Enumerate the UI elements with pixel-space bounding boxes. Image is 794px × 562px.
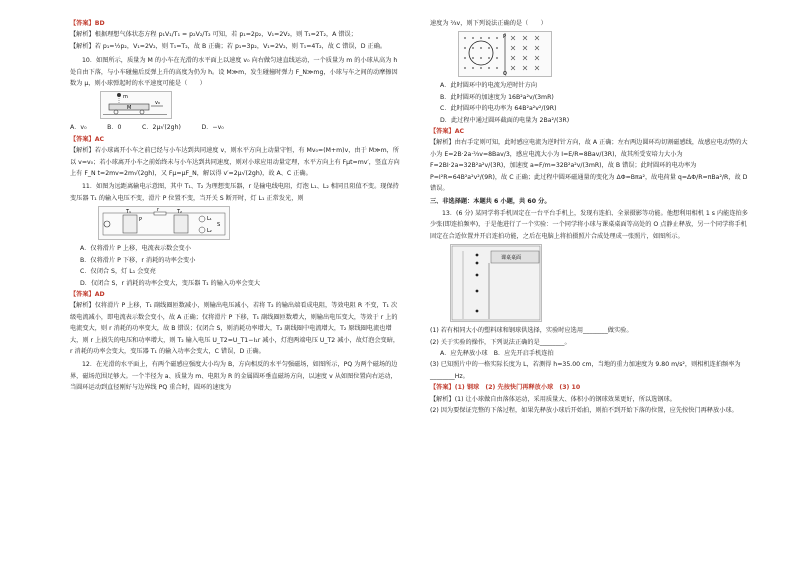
- q11-option-c: C．仅闭合 S，灯 L₁ 会变亮: [80, 268, 156, 276]
- fig11-t1-label: T₁: [126, 209, 132, 216]
- question-13-part-3: (3) 已知照片中的一格实际长度为 L，若测得 h=35.00 cm，当地的重力加速度为 9.80 m/s²，则相机连拍频率为________Hz。: [430, 361, 741, 380]
- desk-photo-diagram: [451, 245, 541, 321]
- question-10-options: [70, 122, 400, 133]
- question-13-part-2: (2) 关于实验的操作，下列说法正确的是________。: [430, 338, 571, 346]
- explanation-12: 【解析】由右手定则可知，此时感应电流为逆时针方向，故 A 正确；左右两边圆环均切割磁感线，故感应电动势的大小为 E=2B·2a·⅔v=8Bav/3，感应电流大小为 I=E/R=8Bav/(3R)，故其所受安培力大小为 F=2BI·2a=32B²a²v/(3R)，加速度 a=F/m=32B²a²v/(3mR)，故 B 错误；此时圆环的电功率为 P=I²R=64B²a²v²/(9R)，故 C 正确；此过程中圆环磁通量的变化为 ΔΦ=Bπa²，故电荷量 q=ΔΦ/R=πBa²/R，故 D 错误。: [430, 139, 748, 193]
- question-12: 12．在光滑的水平面上，有两个磁感应强度大小均为 B，方向相反的水平匀强磁场，如图所示，PQ 为两个磁场的边界，磁场范围足够大。一个半径为 a、质量为 m、电阻为 R 的金属圆环垂直磁场方向，以速度 v 从如图位置向右运动，当圆环运动到直径刚好与边界线 PQ 重合时，圆环的速度为: [70, 361, 398, 392]
- answer-13: 【答案】(1) 钢球 (2) 先按快门再释放小球 (3) 10: [430, 384, 581, 392]
- q10-option-a: A．v₀: [70, 124, 87, 132]
- fig10-cart-label: M: [127, 105, 132, 112]
- fig11-l2-label: L₂: [207, 228, 212, 235]
- q10-option-b: B．0: [107, 124, 122, 132]
- fig12-q-label: Q: [503, 71, 507, 77]
- explanation-11: 【解析】仅将滑片 P 上移，T₁ 副线圈匝数减小，则输出电压减小，若将 T₂ 的输出端看成电阻，等效电阻 R 不变，T₁ 次级电流减小，即电流表示数会变小，故 A 正确；仅将滑片 P 下移，T₁ 副线圈匝数增大，则输出电压变大，等效于 r 上的电流变大，则 r 消耗的功率变大，故 B 错误；仅闭合 S，则消耗功率增大，T₂ 副线圈中电流增大，T₂ 原线圈电流也增大，则 r 上损失的电压和功率增大，则 T₂ 输入电压 U_T2=U_T1−I₁r 减小，灯泡两端电压 U_T2 减小，故灯泡会变暗，r 消耗的功率会变大，变压器 T₁ 的输入功率会变大，C 错误，D 正确。: [70, 302, 400, 355]
- figure-12-magnetic-field: [458, 31, 552, 77]
- answer-11: 【答案】AD: [70, 290, 105, 298]
- fig12-p-label: P: [503, 34, 507, 41]
- figure-11-circuit: [98, 206, 230, 240]
- explanation-13b: (2) 因为要保证完整的下落过程，如果先释放小球后开始拍，则拍不到开始下落的位置，应先按快门再释放小球。: [430, 406, 738, 414]
- q11-option-a: A．仅将滑片 P 上移，电流表示数会变小: [80, 245, 191, 253]
- q11-option-d: D．仅闭合 S，r 消耗的功率会变大，变压器 T₁ 的输入功率会变大: [80, 279, 261, 287]
- explanation-9b: 【解析】若 p₁=½p₂，V₁=2V₂，则 T₁=T₂，故 B 正确；若 p₁=3p₂，V₁=2V₂，则 T₁=4T₂，故 C 错误，D 正确。: [70, 42, 387, 50]
- fig11-l1-label: L₁: [207, 216, 212, 223]
- explanation-9a: 【解析】根据理想气体状态方程 p₁V₁/T₁ = p₂V₂/T₂ 可知，若 p₁=2p₂，V₁=2V₂，则 T₁=2T₂，A 错误；: [70, 31, 357, 39]
- fig11-t2-label: T₂: [177, 209, 183, 216]
- explanation-13a: 【解析】(1) 让小球做自由落体运动，采用质量大、体积小的钢球效果更好，所以选钢球。: [430, 395, 676, 403]
- q12-option-a: A．此时圆环中的电流为逆时针方向: [440, 82, 538, 90]
- q12-option-c: C．此时圆环中的电功率为 64B²a²v²/(9R): [440, 105, 557, 113]
- figure-10-cart: [100, 91, 172, 119]
- answer-10: 【答案】AC: [70, 135, 105, 143]
- fig10-velocity-label: v₀: [155, 100, 160, 107]
- answer-12: 【答案】AC: [430, 128, 465, 136]
- section-3-heading: 三、非选择题：本题共 6 小题，共 60 分。: [430, 198, 551, 206]
- question-10: 10．如图所示，质量为 M 的小车在光滑的水平面上以速度 v₀ 向右做匀速直线运动，一个质量为 m 的小球从高为 h 处自由下落，与小车碰撞后反弹上升的高度为仍为 h。设 M≫m，发生碰撞时弹力 F_N≫mg，小球与车之间的动摩擦因数为 μ，则小球弹起时的水平速度可能是（ ）: [70, 57, 398, 88]
- q11-option-b: B．仅将滑片 P 下移，r 消耗的功率会变小: [80, 256, 196, 264]
- question-13: 13．(6 分) 某同学将手机固定在一台平台手机上，发现有连拍、全景摄影等功能。他想利用相机 1 s 内能连拍多少张(即连拍频率)，于是他进行了一个实验：一个同学将小球与课桌桌面等高处的 O 点静止释放，另一个同学将手机固定在合适位置并开启连拍功能，之后在电脑上将拍摄照片合成处理成一张照片，如图所示。: [430, 209, 748, 240]
- question-11: 11．如图为远距离输电示意图，其中 T₁、T₂ 为理想变压器，r 是输电线电阻，灯泡 L₁、L₂ 相同且阻值不变。现保持变压器 T₁ 的输入电压不变，滑片 P 位置不变，当开关 S 断开时，灯 L₁ 正常发光，则: [70, 183, 399, 202]
- question-13-part-2-options: A．应先释放小球 B．应先开启手机连拍: [440, 349, 554, 357]
- left-column: [70, 18, 400, 394]
- q12-option-d: D．此过程中通过圆环截面的电量为 2Ba²/(3R): [440, 116, 570, 124]
- cart-diagram: [101, 92, 171, 118]
- right-column: [430, 18, 750, 416]
- figure-13-photo: [450, 244, 542, 322]
- explanation-10: 【解析】若小球离开小车之前已经与小车达到共同速度 v，则水平方向上动量守恒，有 Mv₀=(M+m)v，由于 M≫m，所以 v=v₀；若小球离开小车之前始终未与小车达到共同速度，则对小球应用动量定理，水平方向上有 Fμt=mv′，竖直方向上有 F_N t=2mv=2m√(2gh)，又 Fμ=μF_N，解以得 v′=2μ√(2gh)，故 A、C 正确。: [70, 147, 400, 178]
- answer-9: 【答案】BD: [70, 20, 105, 27]
- question-13-part-1: (1) 若有相同大小的塑料球和钢球供选择，实验时应选用________做实验。: [430, 327, 633, 335]
- magnetic-field-diagram: [459, 32, 551, 76]
- fig11-p-label: P: [139, 217, 143, 224]
- fig10-ball-label: m: [123, 94, 128, 101]
- q12-option-b: B．此时圆环的加速度为 16B²a²v/(3mR): [440, 93, 554, 101]
- fig11-r-label: r: [157, 207, 160, 214]
- fig13-desk-label: 课桌桌面: [501, 255, 522, 262]
- q10-option-d: D．−v₀: [201, 124, 224, 132]
- q10-option-c: C．2μ√(2gh): [142, 124, 181, 132]
- question-12-continued: 速度为 ⅔v，则下列说法正确的是（ ）: [430, 20, 547, 27]
- fig11-s-label: S: [217, 222, 221, 229]
- circuit-diagram: [99, 207, 229, 239]
